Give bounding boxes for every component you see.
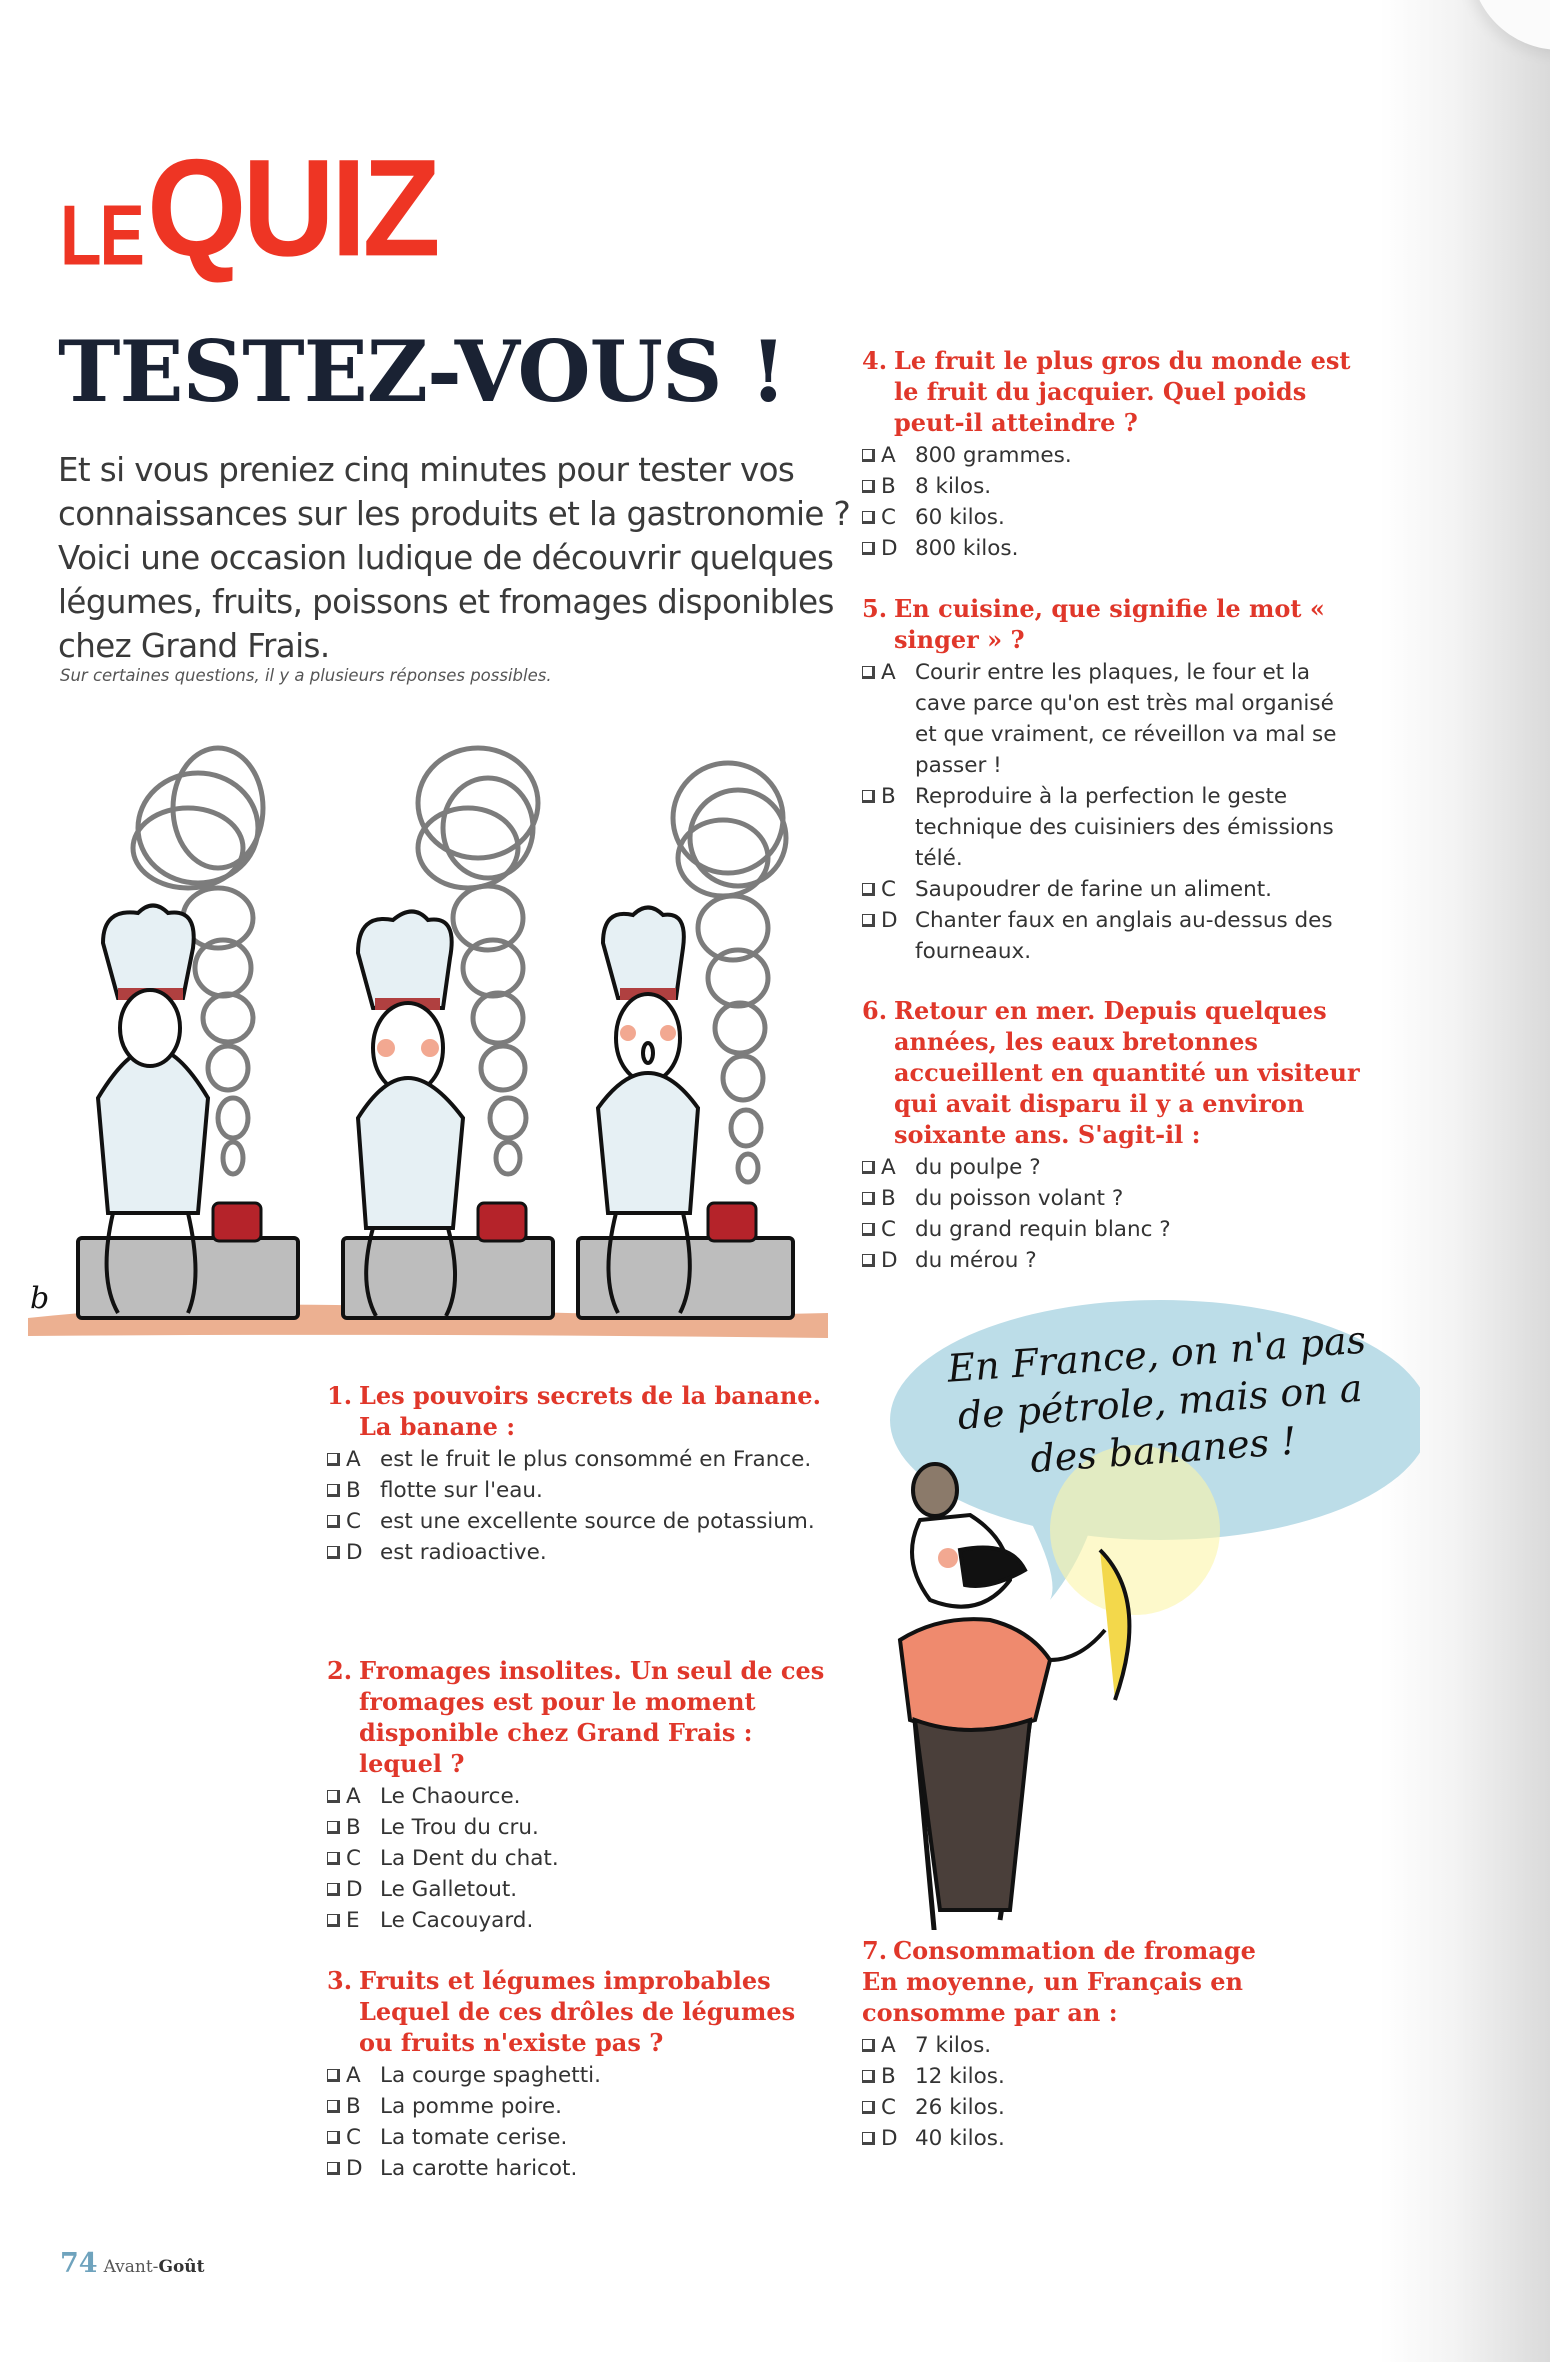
answer-option[interactable]: C La Dent du chat.	[327, 1843, 827, 1874]
checkbox-icon[interactable]	[862, 449, 875, 462]
answer-option[interactable]: D 800 kilos.	[862, 533, 1352, 564]
checkbox-icon[interactable]	[327, 1914, 340, 1927]
question-1	[327, 1380, 847, 1568]
question-title: 4. Le fruit le plus gros du monde est le fruit du jacquier. Quel poids peut-il atteindre ?	[862, 346, 1351, 437]
answer-option[interactable]: C La tomate cerise.	[327, 2122, 827, 2153]
page-edge-shadow	[1380, 0, 1550, 2362]
answer-option[interactable]: B flotte sur l'eau.	[327, 1475, 847, 1506]
svg-text:b: b	[30, 1281, 50, 1316]
answer-option[interactable]: A Le Chaource.	[327, 1781, 827, 1812]
checkbox-icon[interactable]	[862, 511, 875, 524]
answer-option[interactable]: D du mérou ?	[862, 1245, 1362, 1276]
answer-option[interactable]: A du poulpe ?	[862, 1152, 1362, 1183]
checkbox-icon[interactable]	[327, 1453, 340, 1466]
checkbox-icon[interactable]	[862, 790, 875, 803]
logo-word: QUIZ	[146, 131, 437, 286]
answer-option[interactable]: B 8 kilos.	[862, 471, 1352, 502]
checkbox-icon[interactable]	[327, 1484, 340, 1497]
checkbox-icon[interactable]	[327, 1546, 340, 1559]
checkbox-icon[interactable]	[327, 1852, 340, 1865]
question-title: 7. Consommation de fromage En moyenne, un Français en consomme par an :	[862, 1936, 1256, 2027]
checkbox-icon[interactable]	[862, 2070, 875, 2083]
question-2	[327, 1655, 827, 1936]
answer-option[interactable]: D Le Galletout.	[327, 1874, 827, 1905]
page-number: 74	[60, 2248, 98, 2279]
question-6	[862, 995, 1362, 1276]
checkbox-icon[interactable]	[862, 2132, 875, 2145]
answer-option[interactable]: B Reproduire à la perfection le geste technique des cuisiniers des émissions télé.	[862, 781, 1352, 874]
answer-option[interactable]: C est une excellente source de potassium.	[327, 1506, 847, 1537]
answer-option[interactable]: A est le fruit le plus consommé en France.	[327, 1444, 847, 1475]
answer-option[interactable]: C 60 kilos.	[862, 502, 1352, 533]
checkbox-icon[interactable]	[327, 1790, 340, 1803]
question-title: 5. En cuisine, que signifie le mot « singer » ?	[862, 594, 1325, 654]
answer-option[interactable]: D La carotte haricot.	[327, 2153, 827, 2184]
question-3	[327, 1965, 827, 2184]
question-7	[862, 1935, 1312, 2154]
answer-option[interactable]: B Le Trou du cru.	[327, 1812, 827, 1843]
checkbox-icon[interactable]	[862, 2101, 875, 2114]
answer-option[interactable]: A 800 grammes.	[862, 440, 1352, 471]
checkbox-icon[interactable]	[862, 2039, 875, 2052]
checkbox-icon[interactable]	[862, 542, 875, 555]
checkbox-icon[interactable]	[862, 666, 875, 679]
checkbox-icon[interactable]	[327, 2131, 340, 2144]
checkbox-icon[interactable]	[327, 2162, 340, 2175]
checkbox-icon[interactable]	[327, 1821, 340, 1834]
question-title: 3. Fruits et légumes improbables Lequel de ces drôles de légumes ou fruits n'existe pas ?	[327, 1966, 796, 2057]
answer-option[interactable]: D est radioactive.	[327, 1537, 847, 1568]
answer-option[interactable]: C Saupoudrer de farine un aliment.	[862, 874, 1352, 905]
magazine-name: Avant-Goût	[103, 2257, 205, 2277]
checkbox-icon[interactable]	[327, 2069, 340, 2082]
checkbox-icon[interactable]	[862, 1223, 875, 1236]
answer-option[interactable]: E Le Cacouyard.	[327, 1905, 827, 1936]
answer-option[interactable]: D 40 kilos.	[862, 2123, 1312, 2154]
answer-option[interactable]: C du grand requin blanc ?	[862, 1214, 1362, 1245]
page-footer	[60, 2248, 205, 2279]
quiz-logo	[60, 131, 437, 286]
answer-option[interactable]: D Chanter faux en anglais au-dessus des fourneaux.	[862, 905, 1352, 967]
multiple-answers-note: Sur certaines questions, il y a plusieurs réponses possibles.	[60, 666, 552, 685]
checkbox-icon[interactable]	[862, 1192, 875, 1205]
answer-option[interactable]: B 12 kilos.	[862, 2061, 1312, 2092]
answer-option[interactable]: A 7 kilos.	[862, 2030, 1312, 2061]
checkbox-icon[interactable]	[862, 1254, 875, 1267]
speech-bubble-text: En France, on n'a pas de pétrole, mais on a des bananes !	[945, 1317, 1368, 1482]
logo-prefix: LE	[60, 188, 143, 283]
checkbox-icon[interactable]	[862, 914, 875, 927]
question-4	[862, 345, 1352, 564]
intro-paragraph: Et si vous preniez cinq minutes pour tester vos connaissances sur les produits et la gastronomie ? Voici une occasion ludique de découvrir quelques légumes, fruits, poissons et fromages disponibles chez Grand Frais.	[58, 451, 851, 665]
question-title: 6. Retour en mer. Depuis quelques années, les eaux bretonnes accueillent en quantité un visiteur qui avait disparu il y a environ soixante ans. S'agit-il :	[862, 996, 1360, 1149]
question-5	[862, 593, 1352, 967]
answer-option[interactable]: B du poisson volant ?	[862, 1183, 1362, 1214]
page-title: TESTEZ-VOUS !	[58, 322, 786, 421]
answer-option[interactable]: A Courir entre les plaques, le four et la cave parce qu'on est très mal organisé et que vraiment, ce réveillon va mal se passer !	[862, 657, 1352, 781]
chefs-illustration	[18, 708, 838, 1348]
question-title: 2. Fromages insolites. Un seul de ces fromages est pour le moment disponible chez Grand Frais : lequel ?	[327, 1656, 825, 1778]
checkbox-icon[interactable]	[862, 480, 875, 493]
answer-option[interactable]: C 26 kilos.	[862, 2092, 1312, 2123]
checkbox-icon[interactable]	[327, 1883, 340, 1896]
checkbox-icon[interactable]	[862, 1161, 875, 1174]
checkbox-icon[interactable]	[862, 883, 875, 896]
checkbox-icon[interactable]	[327, 2100, 340, 2113]
checkbox-icon[interactable]	[327, 1515, 340, 1528]
answer-option[interactable]: A La courge spaghetti.	[327, 2060, 827, 2091]
question-title: 1. Les pouvoirs secrets de la banane. La banane :	[327, 1381, 821, 1441]
answer-option[interactable]: B La pomme poire.	[327, 2091, 827, 2122]
